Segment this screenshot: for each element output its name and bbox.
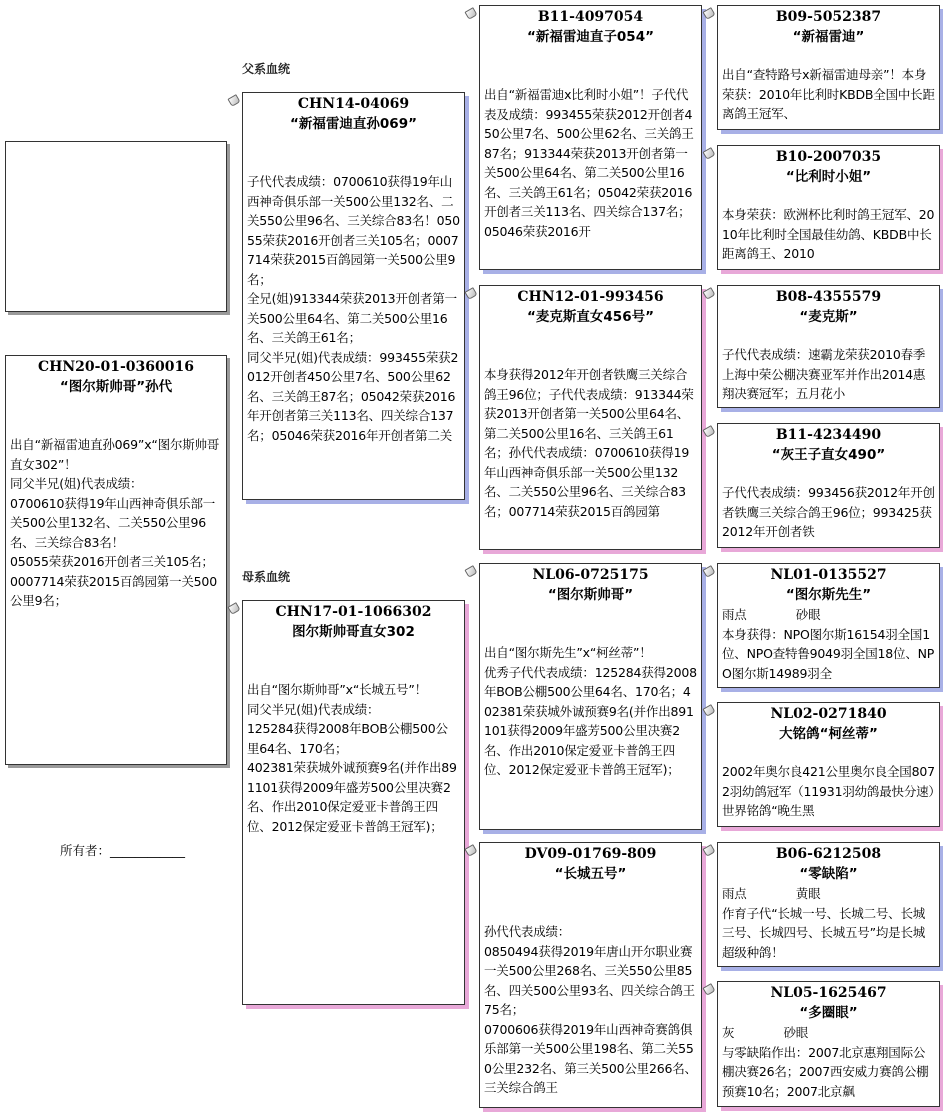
description: 子代代表成绩：速霸龙荣获2010春季上海中荣公棚决赛亚军并作出2014惠翔决赛冠军；五月花小: [722, 347, 926, 401]
ssd-card: [717, 145, 940, 270]
paint-bucket-icon[interactable]: [703, 287, 714, 298]
sds-card: [717, 285, 940, 408]
dam-line-label: 母系血统: [242, 570, 291, 584]
paint-bucket-icon[interactable]: [703, 844, 714, 855]
description: 出自“新福雷迪直孙069”x“图尔斯帅哥直女302”！ 同父半兄(姐)代表成绩： 0700610获得19年山西神奇俱乐部一关500公里132名、二关550公里96名、三关综合83名！ 05055荣获2016开创者三关105名； 0007714荣获2015百鸽园第一关500公里9名；: [10, 437, 220, 608]
paint-bucket-icon[interactable]: [228, 602, 239, 613]
sire-line-label: 父系血统: [242, 62, 291, 76]
ring-number: CHN14-04069: [297, 96, 410, 112]
description: 出自“新福雷迪x比利时小姐”！子代代表及成绩：993455荣获2012开创者450公里7名、500公里62名、三关鸽王87名；913344荣获2013开创者第一关500公里64名、第二关500公里16名、三关鸽王61名；05042荣获2016开创者三关113名、四关综合137名；05046荣获2016开: [484, 87, 694, 239]
pigeon-name: “图尔斯帅哥”孙代: [59, 379, 173, 395]
photo-placeholder: [5, 141, 227, 312]
ring-number: B08-4355579: [775, 289, 882, 305]
ring-number: CHN20-01-0360016: [38, 359, 194, 375]
dsd-card: [717, 702, 940, 827]
pigeon-name: 图尔斯帅哥直女302: [292, 624, 415, 640]
pigeon-name: “图尔斯帅哥”: [547, 587, 634, 603]
description: 子代代表成绩：0700610获得19年山西神奇俱乐部一关500公里132名、二关550公里96名、三关综合83名！05055荣获2016开创者三关105名；0007714荣获2015百鸽园第一关500公里9名； 全兄(姐)913344荣获2013开创者第一关500公里64名、第二关500公里16名、三关鸽王61名； 同父半兄(姐)代表成绩：993455荣获2012开创者450公里7名、500公里62名、三关鸽王87名；05042荣获2016年开创者第三关113名、四关综合137名；05046荣获2016年开创者第二关: [247, 174, 460, 443]
description: 出自“图尔斯帅哥”x“长城五号”！ 同父半兄(姐)代表成绩： 125284获得2008年BOB公棚500公里64名、170名； 402381荣获城外诚预赛9名(并作出891101获得2009年盛芳500公里决赛2名、作出2010保定爱亚卡普鸽王四位、2012保定爱亚卡普鸽王冠军)；: [247, 682, 457, 834]
pigeon-name: “长城五号”: [554, 866, 627, 882]
pigeon-name: “比利时小姐”: [785, 169, 872, 185]
pigeon-name: 大铭鸽“柯丝蒂”: [779, 726, 878, 742]
pigeon-name: “新福雷迪”: [792, 29, 865, 45]
pigeon-name: “零缺陷”: [799, 866, 858, 882]
ring-number: DV09-01769-809: [524, 846, 657, 862]
paint-bucket-icon[interactable]: [703, 147, 714, 158]
description: 本身荣获：欧洲杯比利时鸽王冠军、2010年比利时全国最佳幼鸽、KBDB中长距离鸽王、2010: [722, 207, 935, 261]
ring-number: B11-4234490: [775, 427, 882, 443]
paint-bucket-icon[interactable]: [465, 287, 476, 298]
sire-dam-card: [479, 285, 702, 550]
ddd-card: [717, 981, 940, 1107]
paint-bucket-icon[interactable]: [703, 425, 714, 436]
pigeon-name: “图尔斯先生”: [785, 587, 872, 603]
paint-bucket-icon[interactable]: [465, 844, 476, 855]
ring-number: NL05-1625467: [770, 985, 887, 1001]
pigeon-name: “麦克斯”: [799, 309, 858, 325]
paint-bucket-icon[interactable]: [228, 94, 239, 105]
sdd-card: [717, 423, 940, 548]
pigeon-name: “多圈眼”: [799, 1005, 858, 1021]
ring-number: B06-6212508: [775, 846, 882, 862]
description: 2002年奥尔良421公里奥尔良全国8072羽幼鸽冠军（11931羽幼鸽最快分速）世界铭鸽“晚生黑: [722, 764, 935, 818]
dam-dam-card: [479, 842, 702, 1108]
paint-bucket-icon[interactable]: [703, 983, 714, 994]
dds-card: [717, 842, 940, 967]
owner-field[interactable]: 所有者：____________: [60, 843, 186, 858]
pigeon-name: “麦克斯直女456号”: [527, 309, 654, 325]
pigeon-name: “新福雷迪直孙069”: [290, 116, 417, 132]
ring-number: B10-2007035: [775, 149, 882, 165]
sire-card: [242, 92, 465, 500]
ring-number: CHN12-01-993456: [517, 289, 664, 305]
description: 出自“查特路号x新福雷迪母亲”！本身荣获：2010年比利时KBDB全国中长距离鸽王冠军、: [722, 67, 935, 121]
pigeon-name: “新福雷迪直子054”: [527, 29, 654, 45]
ring-number: NL06-0725175: [532, 567, 649, 583]
paint-bucket-icon[interactable]: [465, 565, 476, 576]
paint-bucket-icon[interactable]: [703, 704, 714, 715]
paint-bucket-icon[interactable]: [703, 7, 714, 18]
description: 子代代表成绩：993456获2012年开创者铁鹰三关综合鸽王96位；993425获2012年开创者铁: [722, 485, 935, 539]
ring-number: B11-4097054: [537, 9, 644, 25]
description: 孙代代表成绩： 0850494获得2019年唐山开尔职业赛一关500公里268名、三关550公里85名、四关500公里93名、四关综合鸽王75名； 0700606获得2019年山西神奇赛鸽俱乐部第一关500公里198名、第二关550公里232名、第三关500公里266名、三关综合鸽王: [484, 924, 697, 1095]
subject-card: [5, 355, 227, 765]
ring-number: NL01-0135527: [770, 567, 887, 583]
dam-card: [242, 600, 465, 1005]
paint-bucket-icon[interactable]: [703, 565, 714, 576]
ring-number: B09-5052387: [775, 9, 882, 25]
sire-sire-card: [479, 5, 702, 270]
description: 本身获得2012年开创者铁鹰三关综合鸽王96位；子代代表成绩：913344荣获2013开创者第一关500公里64名、第二关500公里16名、三关鸽王61名；孙代代表成绩：0700610获得19年山西神奇俱乐部一关500公里132名、二关550公里96名、三关综合83名；007714荣获2015百鸽园第: [484, 367, 694, 519]
dam-sire-card: [479, 563, 702, 830]
dss-card: [717, 563, 940, 688]
description: 灰 砂眼 与零缺陷作出：2007北京惠翔国际公棚决赛26名；2007西安威力赛鸽公棚预赛10名；2007北京飙: [722, 1025, 929, 1099]
description: 雨点 黄眼 作育子代“长城一号、长城二号、长城三号、长城四号、长城五号”均是长城超级种鸽！: [722, 886, 926, 960]
paint-bucket-icon[interactable]: [465, 7, 476, 18]
description: 出自“图尔斯先生”x“柯丝蒂”！ 优秀子代代表成绩：125284获得2008年BOB公棚500公里64名、170名；402381荣获城外诚预赛9名(并作出891101获得2009年盛芳500公里决赛2名、作出2010保定爱亚卡普鸽王四位、2012保定爱亚卡普鸽王冠军)；: [484, 645, 697, 777]
pigeon-name: “灰王子直女490”: [771, 447, 886, 463]
sss-card: [717, 5, 940, 130]
description: 雨点 砂眼 本身获得：NPO图尔斯16154羽全国1位、NPO查特鲁9049羽全国18位、NPO图尔斯14989羽全: [722, 607, 935, 681]
ring-number: NL02-0271840: [770, 706, 887, 722]
ring-number: CHN17-01-1066302: [275, 604, 432, 620]
